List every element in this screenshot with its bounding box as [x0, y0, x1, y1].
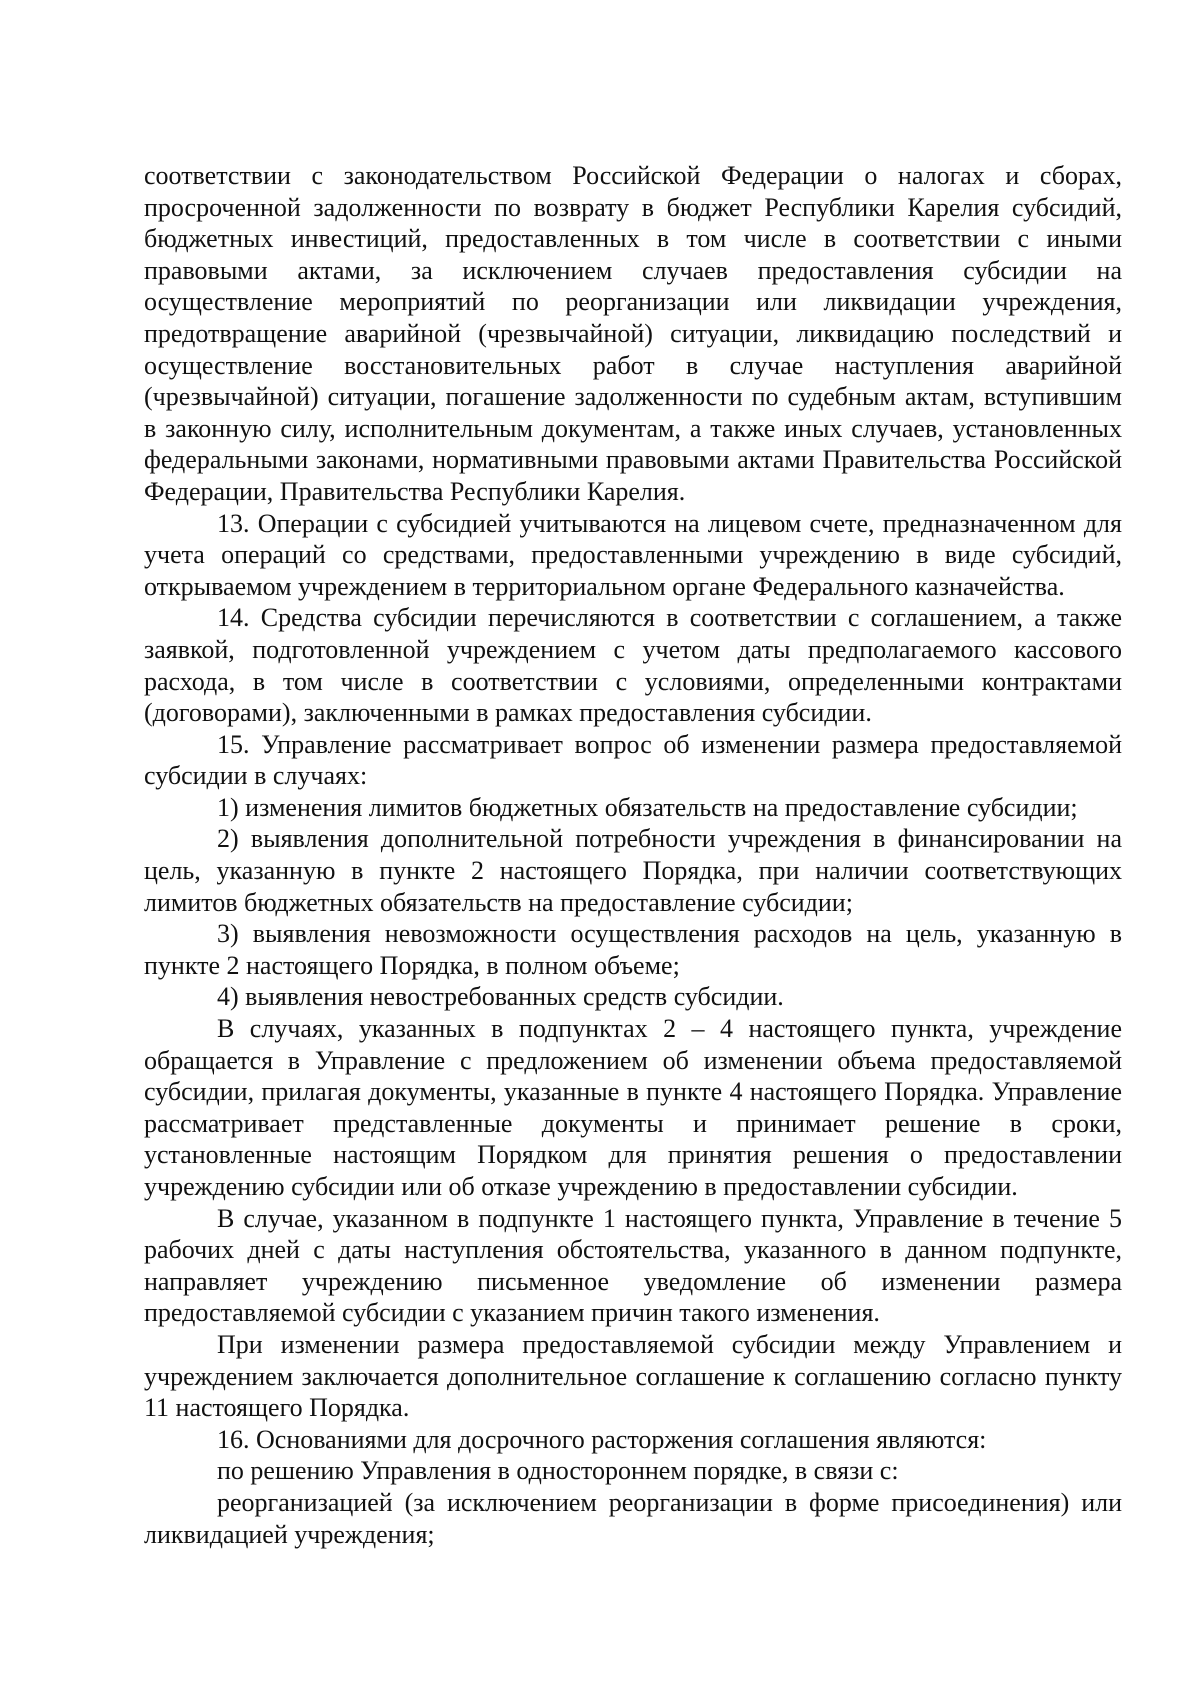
paragraph-reorganization: реорганизацией (за исключением реорганизации в форме присоединения) или ликвидацией учреждения; — [144, 1487, 1122, 1549]
document-page — [144, 160, 1122, 1550]
subitem-3: 3) выявления невозможности осуществления расходов на цель, указанную в пункте 2 настоящего Порядка, в полном объеме; — [144, 919, 1122, 980]
paragraph-item-13: 13. Операции с субсидией учитываются на лицевом счете, предназначенном для учета операций со средствами, предоставленными учреждению в виде субсидий, открываемом учреждением в территориальном органе Федерального казначейства. — [144, 508, 1122, 601]
subitem-4: 4) выявления невостребованных средств субсидии. — [217, 982, 784, 1012]
paragraph-item-16: 16. Основаниями для досрочного расторжения соглашения являются: — [217, 1424, 987, 1454]
paragraph-cases-2-4: В случаях, указанных в подпунктах 2 – 4 настоящего пункта, учреждение обращается в Управление с предложением об изменении объема предоставляемой субсидии, прилагая документы, указанные в пункте 4 настоящего Порядка. Управление рассматривает представленные документы и принимает решение в сроки, установленные настоящим Порядком для принятия решения о предоставлении учреждению субсидии или об отказе учреждению в предоставлении субсидии. — [144, 1014, 1122, 1201]
paragraph-additional-agreement: При изменении размера предоставляемой субсидии между Управлением и учреждением заключается дополнительное соглашение к соглашению согласно пункту 11 настоящего Порядка. — [144, 1329, 1122, 1423]
paragraph-item-15: 15. Управление рассматривает вопрос об изменении размера предоставляемой субсидии в случаях: — [144, 729, 1122, 791]
subitem-2: 2) выявления дополнительной потребности учреждения в финансировании на цель, указанную в пункте 2 настоящего Порядка, при наличии соответствующих лимитов бюджетных обязательств на предоставление субсидии; — [144, 824, 1122, 917]
paragraph-item-14: 14. Средства субсидии перечисляются в соответствии с соглашением, а также заявкой, подготовленной учреждением с учетом даты предполагаемого кассового расхода, в том числе в соответствии с условиями, определенными контрактами (договорами), заключенными в рамках предоставления субсидии. — [144, 603, 1122, 728]
paragraph-continuation: соответствии с законодательством Российской Федерации о налогах и сборах, просроченной задолженности по возврату в бюджет Республики Карелия субсидий, бюджетных инвестиций, предоставленных в том числе в соответствии с иными правовыми актами, за исключением случаев предоставления субсидии на осуществление мероприятий по реорганизации или ликвидации учреждения, предотвращение аварийной (чрезвычайной) ситуации, ликвидацию последствий и осуществление восстановительных работ в случае наступления аварийной (чрезвычайной) ситуации, погашение задолженности по судебным актам, вступившим в законную силу, исполнительным документам, а также иных случаев, установленных федеральными законами, нормативными правовыми актами Правительства Российской Федерации, Правительства Республики Карелия. — [144, 161, 1122, 506]
paragraph-unilateral-decision: по решению Управления в одностороннем порядке, в связи с: — [217, 1456, 899, 1486]
paragraph-case-1: В случае, указанном в подпункте 1 настоящего пункта, Управление в течение 5 рабочих дней с даты наступления обстоятельства, указанного в данном подпункте, направляет учреждению письменное уведомление об изменении размера предоставляемой субсидии с указанием причин такого изменения. — [144, 1203, 1122, 1328]
subitem-1: 1) изменения лимитов бюджетных обязательств на предоставление субсидии; — [217, 792, 1078, 822]
